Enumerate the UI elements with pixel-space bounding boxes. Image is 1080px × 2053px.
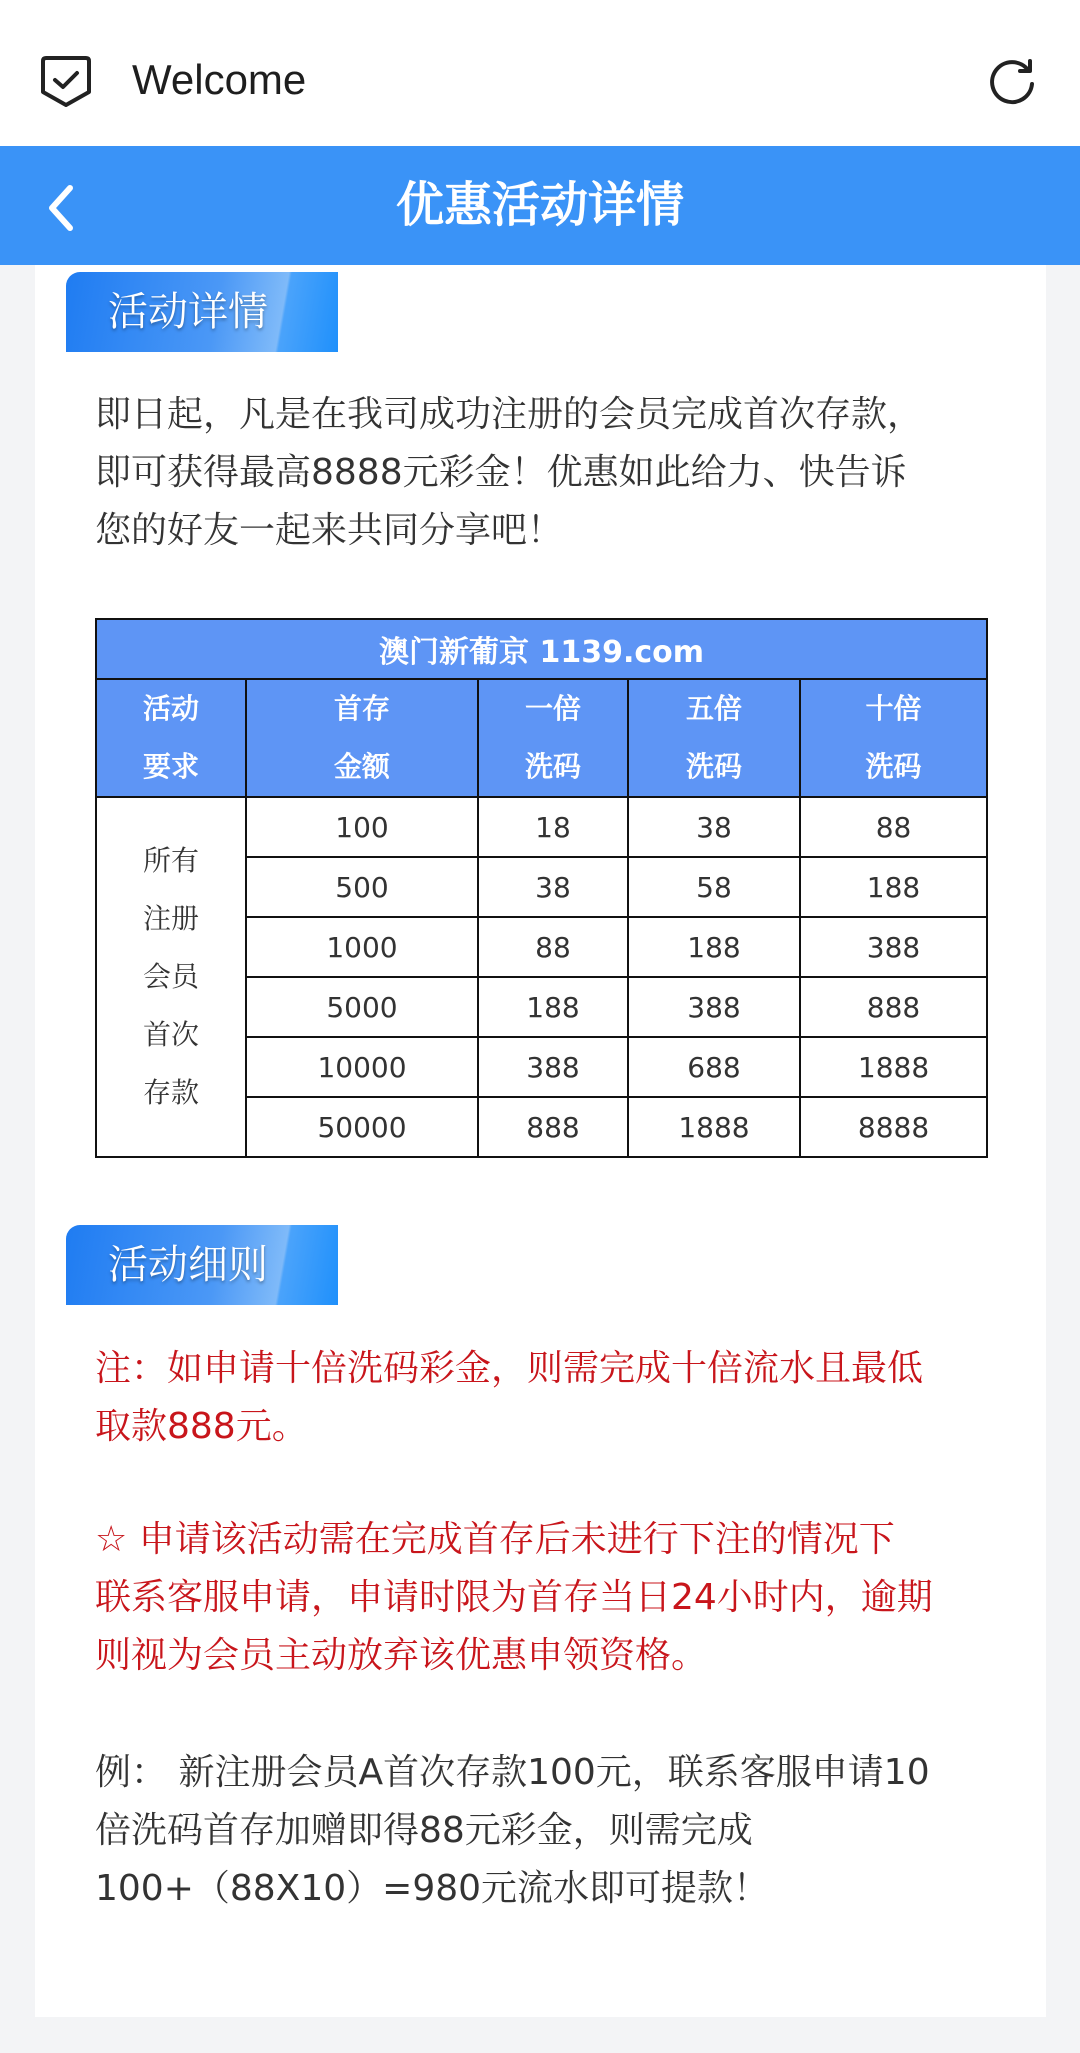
header-1x-rollover: 一倍 洗码 [478,679,628,797]
table-cell: 58 [628,857,800,917]
table-cell: 1888 [628,1097,800,1157]
table-cell: 18 [478,797,628,857]
bonus-table [95,618,988,1158]
example-line: 100+（88X10）=980元流水即可提款！ [95,1868,770,1909]
star-rule-line: 则视为会员主动放弃该优惠申领资格。 [95,1635,708,1676]
table-cell: 188 [800,857,987,917]
table-cell: 10000 [246,1037,478,1097]
star-rule-line: 联系客服申请，申请时限为首存当日24小时内，逾期 [95,1577,933,1618]
table-cell: 88 [800,797,987,857]
page-title: Welcome [132,56,307,103]
example-line: 倍洗码首存加赠即得88元彩金，则需完成 [95,1810,753,1851]
table-cell: 38 [478,857,628,917]
table-cell: 388 [800,917,987,977]
table-cell: 88 [478,917,628,977]
requirement-cell: 所有 注册 会员 首次 存款 [96,797,246,1157]
table-cell: 38 [628,797,800,857]
star-rule-paragraph [95,1511,995,1685]
table-cell: 888 [478,1097,628,1157]
refresh-icon[interactable] [984,54,1040,110]
example-line: 例： 新注册会员A首次存款100元，联系客服申请10 [95,1752,930,1793]
header-requirement: 活动 要求 [96,679,246,797]
table-cell: 8888 [800,1097,987,1157]
intro-line: 即日起，凡是在我司成功注册的会员完成首次存款， [95,394,924,435]
star-rule-line: ☆ 申请该活动需在完成首存后未进行下注的情况下 [95,1519,895,1560]
table-cell: 1888 [800,1037,987,1097]
example-paragraph [95,1744,995,1918]
table-cell: 388 [478,1037,628,1097]
table-cell: 388 [628,977,800,1037]
note-paragraph [95,1340,995,1456]
note-line: 注：如申请十倍洗码彩金，则需完成十倍流水且最低 [95,1348,924,1389]
browser-top-bar [0,0,1080,146]
shield-check-icon [40,54,92,108]
intro-paragraph [95,386,995,560]
intro-line: 即可获得最高8888元彩金！优惠如此给力、快告诉 [95,452,907,493]
section-tag-details: 活动详情 [66,272,338,352]
header-10x-rollover: 十倍 洗码 [800,679,987,797]
table-cell: 688 [628,1037,800,1097]
section-tag-rules: 活动细则 [66,1225,338,1305]
table-cell: 188 [628,917,800,977]
table-cell: 5000 [246,977,478,1037]
table-header-row [96,679,987,797]
intro-line: 您的好友一起来共同分享吧！ [95,510,564,551]
header-deposit-amount: 首存 金额 [246,679,478,797]
table-cell: 50000 [246,1097,478,1157]
table-cell: 1000 [246,917,478,977]
table-row [96,797,987,857]
header-title: 优惠活动详情 [395,177,684,233]
table-title: 澳门新葡京 1139.com [96,619,987,679]
table-cell: 888 [800,977,987,1037]
header-5x-rollover: 五倍 洗码 [628,679,800,797]
table-cell: 188 [478,977,628,1037]
table-cell: 500 [246,857,478,917]
table-cell: 100 [246,797,478,857]
note-line: 取款888元。 [95,1406,308,1447]
